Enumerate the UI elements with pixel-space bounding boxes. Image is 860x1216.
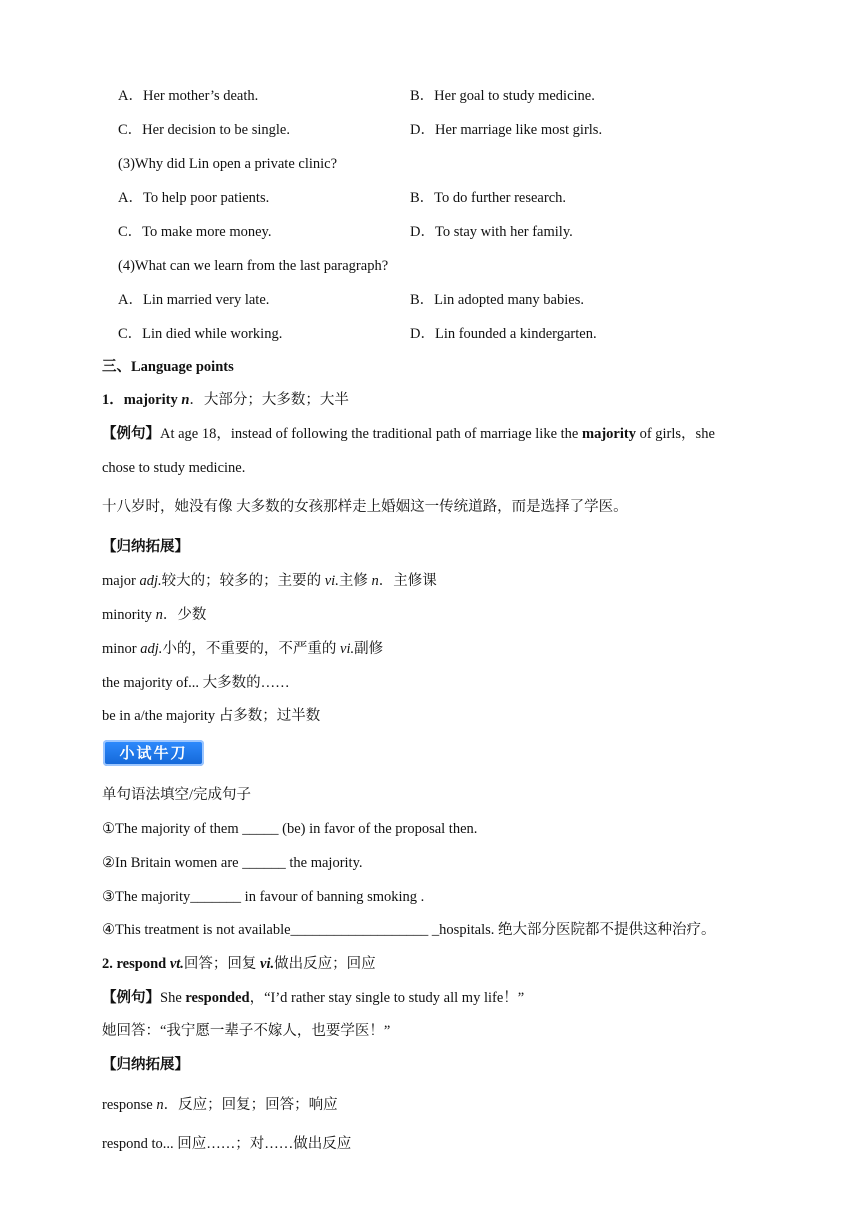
point2-example-label: 【例句】 (102, 990, 160, 1006)
point2-ext1 (102, 1095, 338, 1115)
q4-option-a: A．Lin married very late. (118, 292, 270, 308)
ext-word: response (102, 1097, 153, 1113)
point1-example-bold: majority (582, 426, 636, 442)
exercise-1: ①The majority of them _____ (be) in favor of the proposal then. (102, 821, 478, 837)
point2-ext2: respond to... 回应……；对……做出反应 (102, 1136, 352, 1152)
point2-heading (102, 954, 376, 974)
point2-pos: vt. (169, 956, 184, 972)
q2-option-d: D．Her marriage like most girls. (410, 122, 603, 138)
point1-pos: n (181, 392, 190, 408)
ext-word: minor (102, 641, 137, 657)
ext-meaning: ．主修课 (378, 573, 437, 589)
point2-example-bold: responded (185, 990, 250, 1006)
ext-pos: n (156, 1097, 164, 1113)
point1-ext4: the majority of... 大多数的…… (102, 675, 290, 691)
point1-meaning: ．大部分；大多数；大半 (189, 392, 349, 408)
point2-example-text: She (160, 990, 182, 1006)
point2-meaning: 做出反应；回应 (274, 956, 376, 972)
point1-heading (102, 390, 349, 410)
q3-question: (3)Why did Lin open a private clinic? (118, 156, 338, 172)
point1-ext2 (102, 605, 206, 625)
point2-pos: vi. (260, 956, 275, 972)
point2-meaning: 回答；回复 (183, 956, 257, 972)
point1-example-text: At age 18，instead of following the traditional path of marriage like the (160, 426, 579, 442)
practice-badge-label: 小试牛刀 (119, 744, 188, 762)
ext-pos: n (371, 573, 379, 589)
section-title: 三、Language points (102, 359, 234, 375)
q4-option-b: B．Lin adopted many babies. (410, 292, 584, 308)
point1-example (102, 424, 715, 444)
point1-example-text-2: of girls，she (639, 426, 715, 442)
q3-option-a: A．To help poor patients. (118, 190, 270, 206)
q4-option-d: D．Lin founded a kindergarten. (410, 326, 597, 342)
ext-pos: vi. (324, 573, 339, 589)
point2-title: 2. respond (102, 956, 167, 972)
ext-meaning: 小的，不重要的，不严重的 (162, 641, 337, 657)
q2-option-c: C．Her decision to be single. (118, 122, 290, 138)
point2-extension-label: 【归纳拓展】 (102, 1057, 189, 1073)
point1-translation: 十八岁时，她没有像 大多数的女孩那样走上婚姻这一传统道路，而是选择了学医。 (102, 499, 628, 515)
point1-ext5: be in a/the majority 占多数；过半数 (102, 708, 321, 724)
ext-meaning: ．反应；回复；回答；响应 (163, 1097, 338, 1113)
point1-example-label: 【例句】 (102, 426, 160, 442)
ext-meaning: 副修 (354, 641, 384, 657)
ext-pos: adj. (140, 641, 163, 657)
q2-option-b: B．Her goal to study medicine. (410, 88, 595, 104)
point1-ext1 (102, 571, 437, 591)
practice-badge (103, 740, 204, 766)
exercise-4: ④This treatment is not available___________________ _hospitals. 绝大部分医院都不提供这种治疗。 (102, 922, 716, 938)
point1-ext3 (102, 639, 383, 659)
ext-meaning: ．少数 (162, 607, 207, 623)
point2-example-text-2: ，“I’d rather stay single to study all my life！” (249, 990, 525, 1006)
point1-extension-label: 【归纳拓展】 (102, 539, 189, 555)
q4-question: (4)What can we learn from the last paragraph? (118, 258, 389, 274)
ext-meaning: 主修 (338, 573, 368, 589)
ext-word: major (102, 573, 136, 589)
ext-word: minority (102, 607, 152, 623)
q3-option-d: D．To stay with her family. (410, 224, 573, 240)
point1-num: 1． (102, 392, 124, 408)
exercise-2: ②In Britain women are ______ the majority. (102, 855, 363, 871)
point1-word: majority (123, 392, 178, 408)
point2-translation: 她回答：“我宁愿一辈子不嫁人，也要学医！” (102, 1023, 391, 1039)
ext-meaning: 较大的；较多的；主要的 (161, 573, 322, 589)
q3-option-b: B．To do further research. (410, 190, 567, 206)
ext-pos: vi. (340, 641, 355, 657)
point2-example (102, 988, 524, 1008)
q2-option-a: A．Her mother’s death. (118, 88, 259, 104)
ext-pos: adj. (139, 573, 162, 589)
point1-example-line2: chose to study medicine. (102, 460, 246, 476)
ext-pos: n (155, 607, 163, 623)
q3-option-c: C．To make more money. (118, 224, 272, 240)
exercise-title: 单句语法填空/完成句子 (102, 787, 252, 803)
exercise-3: ③The majority_______ in favour of banning smoking . (102, 889, 425, 905)
q4-option-c: C．Lin died while working. (118, 326, 283, 342)
